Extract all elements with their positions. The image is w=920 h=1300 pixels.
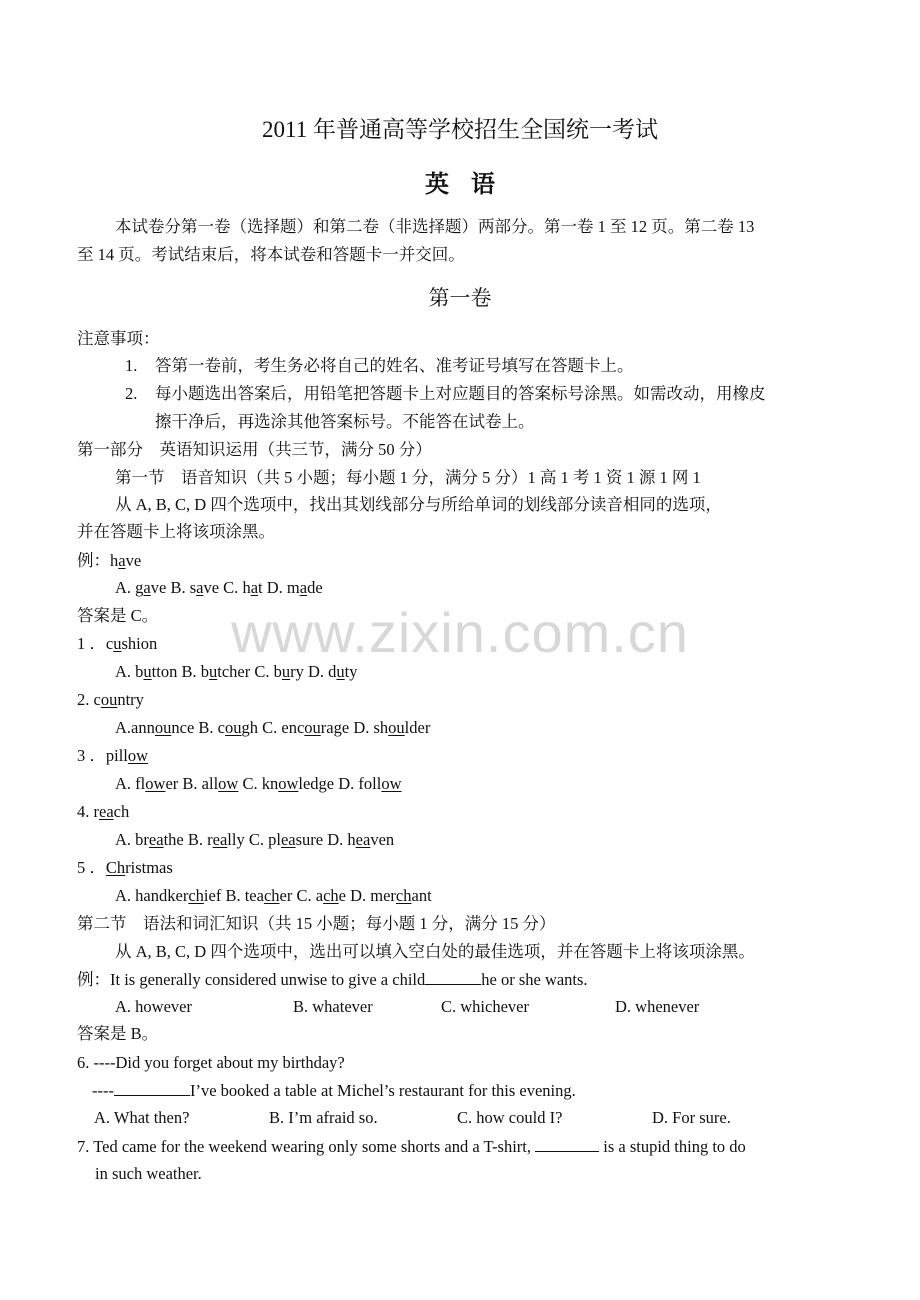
section2-example-options: A. however B. whatever C. whichever D. whenever: [115, 997, 700, 1016]
section2-example-answer: 答案是 B。: [77, 1024, 159, 1043]
question-3: 3 ．pillow: [77, 746, 149, 765]
note-1-number: 1.: [125, 356, 138, 375]
exam-title: 2011 年普通高等学校招生全国统一考试: [262, 117, 658, 142]
question-7-line-1: 7. Ted came for the weekend wearing only some shorts and a T-shirt, is a stupid thing to do: [77, 1137, 746, 1156]
question-4: 4. reach: [77, 802, 130, 821]
note-2-number: 2.: [125, 384, 138, 403]
note-1: 答第一卷前，考生务必将自己的姓名、准考证号填写在答题卡上。: [155, 356, 634, 375]
question-2: 2. country: [77, 690, 144, 709]
question-1-options: A. button B. butcher C. bury D. duty: [115, 662, 358, 681]
subject-title: 英语: [425, 172, 517, 198]
question-6-line-1: 6. ----Did you forget about my birthday?: [77, 1053, 345, 1072]
section2-heading: 第二节 语法和词汇知识（共 15 小题；每小题 1 分，满分 15 分）: [77, 914, 556, 933]
example-answer: 答案是 C。: [77, 606, 159, 625]
section2-example: 例：It is generally considered unwise to give a child he or she wants.: [77, 970, 588, 989]
intro-line-2: 至 14 页。考试结束后，将本试卷和答题卡一并交回。: [77, 245, 465, 264]
answer-blank: [535, 1135, 599, 1152]
question-5-options: A. handkerchief B. teacher C. ache D. merchant: [115, 886, 432, 905]
question-6-line-2: ---- I’ve booked a table at Michel’s restaurant for this evening.: [92, 1081, 576, 1100]
section2-instruction: 从 A, B, C, D 四个选项中，选出可以填入空白处的最佳选项，并在答题卡上将该项涂黑。: [115, 942, 755, 961]
note-2-line-1: 每小题选出答案后，用铅笔把答题卡上对应题目的答案标号涂黑。如需改动，用橡皮: [155, 384, 766, 403]
example-question: 例：have: [77, 551, 142, 570]
answer-blank: [114, 1079, 190, 1096]
question-2-options: A.announce B. cough C. encourage D. shoulder: [115, 718, 431, 737]
watermark: www.zixin.com.cn: [231, 601, 689, 664]
question-3-options: A. flower B. allow C. knowledge D. follow: [115, 774, 402, 793]
section1-instruction-1: 从 A, B, C, D 四个选项中，找出其划线部分与所给单词的划线部分读音相同的选项，: [115, 495, 722, 514]
question-6-options: A. What then? B. I’m afraid so. C. how could I? D. For sure.: [94, 1108, 731, 1127]
section1-instruction-2: 并在答题卡上将该项涂黑。: [77, 522, 275, 541]
answer-blank: [425, 968, 481, 985]
question-4-options: A. breathe B. really C. pleasure D. heaven: [115, 830, 395, 849]
question-7-line-2: in such weather.: [95, 1164, 202, 1183]
volume-title: 第一卷: [428, 286, 492, 310]
section1-heading: 第一节 语音知识（共 5 小题；每小题 1 分，满分 5 分）1 高 1 考 1 资 1 源 1 网 1: [115, 468, 701, 487]
question-1: 1 ．cushion: [77, 634, 158, 653]
part1-heading: 第一部分 英语知识运用（共三节，满分 50 分）: [77, 440, 432, 459]
notes-heading: 注意事项：: [77, 329, 160, 348]
note-2-line-2: 擦干净后，再选涂其他答案标号。不能答在试卷上。: [155, 412, 535, 431]
example-options: A. gave B. save C. hat D. made: [115, 578, 323, 597]
question-5: 5 ．Christmas: [77, 858, 173, 877]
intro-line-1: 本试卷分第一卷（选择题）和第二卷（非选择题）两部分。第一卷 1 至 12 页。第二卷 13: [115, 217, 755, 236]
